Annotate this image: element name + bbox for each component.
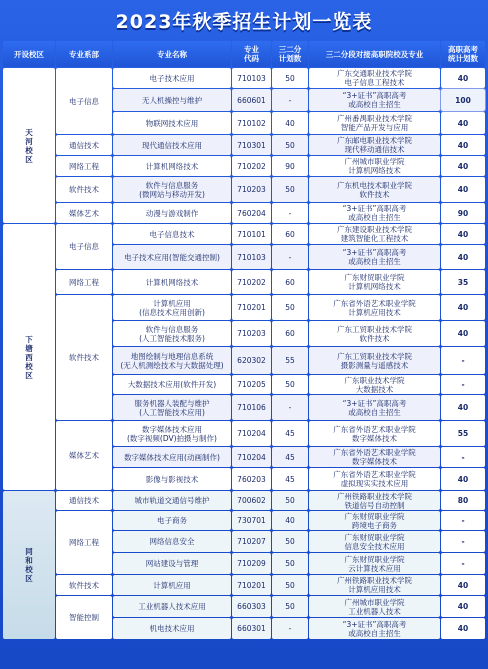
plan-cell: 90: [441, 203, 485, 223]
school-cell: 广东建设职业技术学院 建筑智能化工程技术: [309, 224, 440, 244]
q3-plan-cell: 90: [272, 156, 308, 176]
code-cell: 710203: [232, 177, 271, 202]
plan-cell: 40: [441, 245, 485, 269]
plan-cell: 40: [441, 395, 485, 420]
plan-cell: 40: [441, 68, 485, 88]
school-cell: 广东交通职业技术学院 电子信息工程技术: [309, 68, 440, 88]
plan-cell: -: [441, 347, 485, 374]
major-cell: 物联网技术应用: [113, 112, 231, 134]
header-row: [3, 41, 485, 67]
major-cell: 数字媒体技术应用 (数字视频(DV)拍摄与制作): [113, 421, 231, 446]
major-cell: 工业机器人技术应用: [113, 596, 231, 617]
major-cell: 计算机网络技术: [113, 156, 231, 176]
major-cell: 城市轨道交通信号维护: [113, 491, 231, 510]
dept-cell: 软件技术: [56, 177, 112, 202]
campus-cell: 同 和 校 区: [3, 491, 55, 639]
major-cell: 电子技术应用(智能交通控制): [113, 245, 231, 269]
table-row: [3, 177, 485, 202]
code-cell: 710209: [232, 553, 271, 574]
dept-cell: 网络工程: [56, 511, 112, 574]
code-cell: 660601: [232, 89, 271, 111]
code-cell: 710202: [232, 156, 271, 176]
major-cell: 数字媒体技术应用(动画制作): [113, 447, 231, 467]
plan-cell: 80: [441, 491, 485, 510]
plan-cell: -: [441, 375, 485, 394]
q3-plan-cell: 50: [272, 575, 308, 595]
header-q3: 三二分 计划数: [272, 41, 308, 67]
major-cell: 电子信息技术: [113, 224, 231, 244]
dept-cell: 电子信息: [56, 224, 112, 269]
plan-cell: 35: [441, 270, 485, 294]
school-cell: “3+证书”高职高考 或高校自主招生: [309, 245, 440, 269]
q3-plan-cell: 45: [272, 421, 308, 446]
plan-cell: -: [441, 447, 485, 467]
q3-plan-cell: -: [272, 203, 308, 223]
q3-plan-cell: -: [272, 395, 308, 420]
major-cell: 机电技术应用: [113, 618, 231, 639]
header-major: 专业名称: [113, 41, 231, 67]
table-row: [3, 224, 485, 244]
dept-cell: 电子信息: [56, 68, 112, 134]
major-cell: 计算机应用: [113, 575, 231, 595]
campus-cell: 下 塘 西 校 区: [3, 224, 55, 490]
q3-plan-cell: 40: [272, 511, 308, 530]
code-cell: 710204: [232, 421, 271, 446]
school-cell: 广州铁路职业技术学院 铁道信号自动控制: [309, 491, 440, 510]
school-cell: 广州城市职业学院 工业机器人技术: [309, 596, 440, 617]
school-cell: 广东财贸职业学院 云计算技术应用: [309, 553, 440, 574]
plan-cell: 40: [441, 321, 485, 346]
q3-plan-cell: 60: [272, 321, 308, 346]
table-row: [3, 575, 485, 595]
header-plan: 高职高考 统计划数: [441, 41, 485, 67]
code-cell: 710202: [232, 270, 271, 294]
code-cell: 710301: [232, 135, 271, 155]
school-cell: 广东机电技术职业学院 软件技术: [309, 177, 440, 202]
code-cell: 730701: [232, 511, 271, 530]
code-cell: 710204: [232, 447, 271, 467]
school-cell: 广东省外语艺术职业学院 虚拟现实实技术应用: [309, 468, 440, 490]
code-cell: 710101: [232, 224, 271, 244]
major-cell: 现代通信技术应用: [113, 135, 231, 155]
school-cell: 广东职业技术学院 大数据技术: [309, 375, 440, 394]
school-cell: 广东财贸职业学院 跨境电子商务: [309, 511, 440, 530]
major-cell: 动漫与游戏制作: [113, 203, 231, 223]
table-row: [3, 135, 485, 155]
school-cell: 广州番禺职业技术学院 智能产品开发与应用: [309, 112, 440, 134]
code-cell: 760204: [232, 203, 271, 223]
table-row: [3, 68, 485, 88]
major-cell: 网络信息安全: [113, 531, 231, 552]
plan-cell: 40: [441, 112, 485, 134]
school-cell: 广州城市职业学院 计算机网络技术: [309, 156, 440, 176]
school-cell: “3+证书”高职高考 或高校自主招生: [309, 89, 440, 111]
q3-plan-cell: -: [272, 618, 308, 639]
school-cell: “3+证书”高职高考 或高校自主招生: [309, 395, 440, 420]
header-campus: 开设校区: [3, 41, 55, 67]
plan-cell: -: [441, 553, 485, 574]
q3-plan-cell: 55: [272, 347, 308, 374]
q3-plan-cell: -: [272, 245, 308, 269]
plan-cell: -: [441, 531, 485, 552]
code-cell: 620302: [232, 347, 271, 374]
major-cell: 影像与影视技术: [113, 468, 231, 490]
plan-cell: 40: [441, 596, 485, 617]
major-cell: 地图绘制与地理信息系统 (无人机测绘技术与大数据处理): [113, 347, 231, 374]
school-cell: 广东财贸职业学院 计算机网络技术: [309, 270, 440, 294]
enrollment-table: [2, 40, 486, 640]
plan-cell: 40: [441, 135, 485, 155]
dept-cell: 通信技术: [56, 135, 112, 155]
dept-cell: 媒体艺术: [56, 203, 112, 223]
q3-plan-cell: 50: [272, 553, 308, 574]
q3-plan-cell: 60: [272, 224, 308, 244]
dept-cell: 媒体艺术: [56, 421, 112, 490]
plan-cell: 40: [441, 295, 485, 320]
table-row: [3, 596, 485, 617]
plan-cell: 40: [441, 177, 485, 202]
code-cell: 710205: [232, 375, 271, 394]
code-cell: 660301: [232, 618, 271, 639]
q3-plan-cell: 45: [272, 447, 308, 467]
campus-cell: 天 河 校 区: [3, 68, 55, 223]
table-row: [3, 421, 485, 446]
school-cell: 广州铁路职业技术学院 计算机应用技术: [309, 575, 440, 595]
school-cell: 广东省外语艺术职业学院 数字媒体技术: [309, 421, 440, 446]
q3-plan-cell: 50: [272, 135, 308, 155]
major-cell: 计算机应用 (信息技术应用创新): [113, 295, 231, 320]
school-cell: “3+证书”高职高考 或高校自主招生: [309, 618, 440, 639]
code-cell: 760203: [232, 468, 271, 490]
code-cell: 710207: [232, 531, 271, 552]
dept-cell: 网络工程: [56, 156, 112, 176]
plan-cell: 55: [441, 421, 485, 446]
school-cell: “3+证书”高职高考 或高校自主招生: [309, 203, 440, 223]
q3-plan-cell: 50: [272, 491, 308, 510]
header-school: 三二分段对接高职院校及专业: [309, 41, 440, 67]
plan-cell: 40: [441, 156, 485, 176]
school-cell: 广东财贸职业学院 信息安全技术应用: [309, 531, 440, 552]
code-cell: 660303: [232, 596, 271, 617]
q3-plan-cell: 50: [272, 68, 308, 88]
q3-plan-cell: -: [272, 89, 308, 111]
major-cell: 电子商务: [113, 511, 231, 530]
q3-plan-cell: 45: [272, 468, 308, 490]
q3-plan-cell: 50: [272, 596, 308, 617]
plan-cell: 40: [441, 468, 485, 490]
major-cell: 计算机网络技术: [113, 270, 231, 294]
code-cell: 710201: [232, 295, 271, 320]
header-code: 专业 代码: [232, 41, 271, 67]
code-cell: 710106: [232, 395, 271, 420]
dept-cell: 软件技术: [56, 295, 112, 420]
code-cell: 710102: [232, 112, 271, 134]
plan-cell: -: [441, 511, 485, 530]
school-cell: 广东工贸职业技术学院 软件技术: [309, 321, 440, 346]
dept-cell: 网络工程: [56, 270, 112, 294]
school-cell: 广东工贸职业技术学院 摄影测量与遥感技术: [309, 347, 440, 374]
q3-plan-cell: 50: [272, 531, 308, 552]
page-title: 2023年秋季招生计划一览表: [115, 10, 373, 33]
q3-plan-cell: 60: [272, 270, 308, 294]
code-cell: 710201: [232, 575, 271, 595]
table-row: [3, 295, 485, 320]
table-row: [3, 270, 485, 294]
q3-plan-cell: 50: [272, 375, 308, 394]
major-cell: 电子技术应用: [113, 68, 231, 88]
dept-cell: 智能控制: [56, 596, 112, 639]
major-cell: 无人机操控与维护: [113, 89, 231, 111]
q3-plan-cell: 40: [272, 112, 308, 134]
code-cell: 710103: [232, 245, 271, 269]
school-cell: 广东省外语艺术职业学院 计算机应用技术: [309, 295, 440, 320]
dept-cell: 软件技术: [56, 575, 112, 595]
code-cell: 710203: [232, 321, 271, 346]
major-cell: 服务机器人装配与维护 (人工智能技术应用): [113, 395, 231, 420]
major-cell: 软件与信息服务 (微网站与移动开发): [113, 177, 231, 202]
header-dept: 专业系部: [56, 41, 112, 67]
table-row: [3, 156, 485, 176]
major-cell: 大数据技术应用(软件开发): [113, 375, 231, 394]
plan-cell: 40: [441, 575, 485, 595]
plan-cell: 40: [441, 618, 485, 639]
school-cell: 广东邮电职业技术学院 现代移动通信技术: [309, 135, 440, 155]
code-cell: 710103: [232, 68, 271, 88]
q3-plan-cell: 50: [272, 177, 308, 202]
table-row: [3, 203, 485, 223]
plan-cell: 40: [441, 224, 485, 244]
dept-cell: 通信技术: [56, 491, 112, 510]
q3-plan-cell: 50: [272, 295, 308, 320]
major-cell: 网站建设与管理: [113, 553, 231, 574]
major-cell: 软件与信息服务 (人工智能技术服务): [113, 321, 231, 346]
school-cell: 广东省外语艺术职业学院 数字媒体技术: [309, 447, 440, 467]
table-row: [3, 511, 485, 530]
table-row: [3, 491, 485, 510]
plan-cell: 100: [441, 89, 485, 111]
code-cell: 700602: [232, 491, 271, 510]
